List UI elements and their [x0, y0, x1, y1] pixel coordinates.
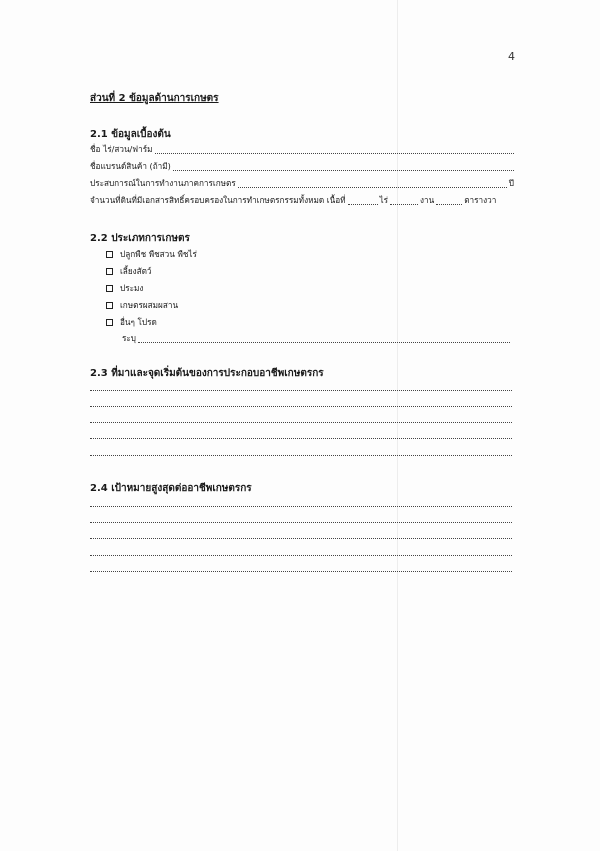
land-ngan-blank[interactable]	[390, 203, 418, 205]
checkbox-icon[interactable]	[106, 319, 113, 326]
answer-line[interactable]	[90, 455, 512, 456]
farm-name-blank[interactable]	[155, 152, 515, 154]
brand-name-label: ชื่อแบรนด์สินค้า (ถ้ามี)	[90, 161, 171, 171]
answer-line[interactable]	[90, 522, 512, 523]
scan-fold-line	[397, 0, 398, 851]
checkbox-icon[interactable]	[106, 302, 113, 309]
answer-line[interactable]	[90, 406, 512, 407]
experience-label: ประสบการณ์ในการทำงานภาคการเกษตร	[90, 178, 236, 188]
land-ngan-unit: งาน	[420, 195, 435, 205]
answer-line[interactable]	[90, 506, 512, 507]
option-other-label: อื่นๆ โปรด	[120, 316, 157, 327]
page-number: 4	[508, 50, 515, 63]
experience-blank[interactable]	[238, 186, 507, 188]
answer-line[interactable]	[90, 422, 512, 423]
other-specify-label: ระบุ	[122, 333, 136, 343]
answer-line[interactable]	[90, 438, 512, 439]
brand-name-blank[interactable]	[173, 169, 514, 171]
farm-name-label: ชื่อ ไร่/สวน/ฟาร์ม	[90, 144, 153, 154]
land-area-field[interactable]	[90, 195, 514, 207]
land-area-label: จำนวนที่ดินที่มีเอกสารสิทธิ์ครอบครองในการทำเกษตรกรรมทั้งหมด เนื้อที่	[90, 195, 346, 205]
answer-line[interactable]	[90, 538, 512, 539]
answer-line[interactable]	[90, 555, 512, 556]
land-wa-unit: ตารางวา	[464, 195, 497, 205]
option-crops-label: ปลูกพืช พืชสวน พืชไร่	[120, 248, 197, 259]
option-livestock-label: เลี้ยงสัตว์	[120, 265, 152, 276]
option-fishery[interactable]	[106, 282, 143, 294]
experience-unit: ปี	[508, 178, 514, 188]
checkbox-icon[interactable]	[106, 285, 113, 292]
option-mixed-farming[interactable]	[106, 299, 178, 311]
other-specify-field[interactable]	[122, 333, 512, 345]
option-mixed-farming-label: เกษตรผสมผสาน	[120, 299, 179, 310]
option-livestock[interactable]	[106, 265, 152, 277]
brand-name-field[interactable]	[90, 161, 516, 173]
land-rai-unit: ไร่	[379, 195, 389, 205]
section-2-2-title: 2.2 ประเภทการเกษตร	[90, 233, 190, 244]
farm-name-field[interactable]	[90, 144, 516, 156]
section-2-4-title: 2.4 เป้าหมายสูงสุดต่ออาชีพเกษตรกร	[90, 483, 252, 494]
land-rai-blank[interactable]	[348, 203, 378, 205]
answer-line[interactable]	[90, 571, 512, 572]
checkbox-icon[interactable]	[106, 268, 113, 275]
section-2-3-title: 2.3 ที่มาและจุดเริ่มต้นของการประกอบอาชีพเกษตรกร	[90, 368, 324, 379]
land-wa-blank[interactable]	[436, 203, 462, 205]
answer-line[interactable]	[90, 390, 512, 391]
option-crops[interactable]	[106, 248, 197, 260]
experience-field[interactable]	[90, 178, 514, 190]
option-other[interactable]	[106, 316, 157, 328]
option-fishery-label: ประมง	[120, 282, 144, 293]
section-2-1-title: 2.1 ข้อมูลเบื้องต้น	[90, 129, 171, 140]
part-title: ส่วนที่ 2 ข้อมูลด้านการเกษตร	[90, 93, 219, 104]
other-specify-blank[interactable]	[138, 341, 510, 343]
checkbox-icon[interactable]	[106, 251, 113, 258]
